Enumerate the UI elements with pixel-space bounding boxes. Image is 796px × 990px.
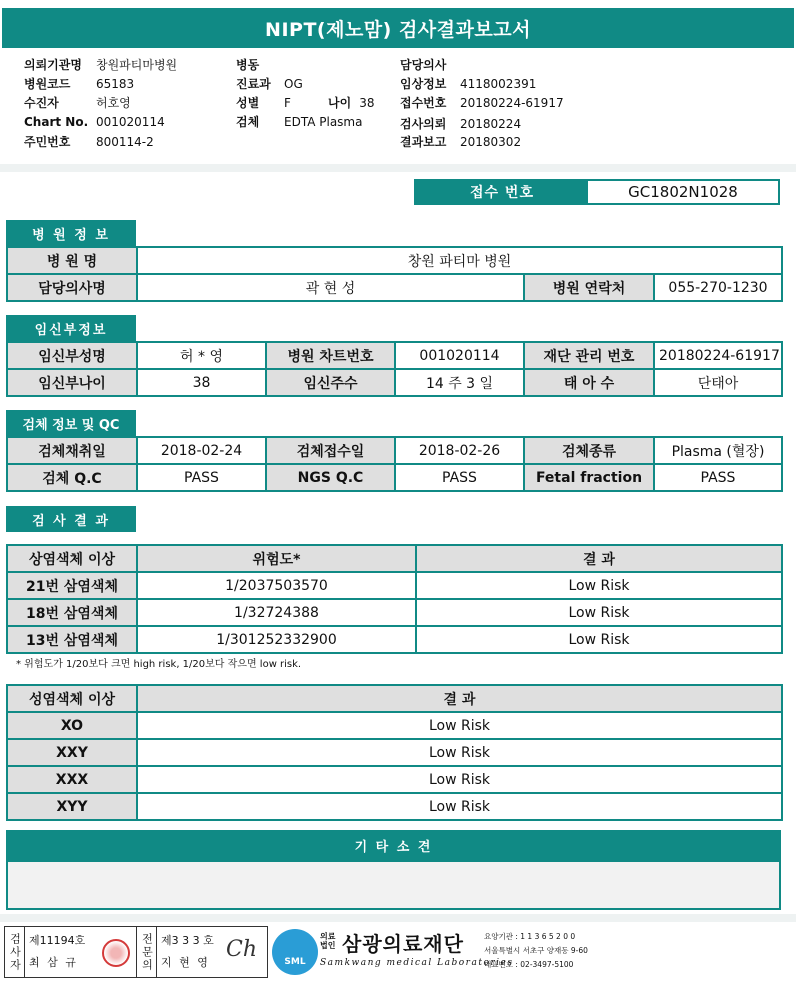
receive-value: 2018-02-26 [395,437,524,464]
table-row [7,766,782,793]
sex-row-name: XYY [7,793,137,820]
collect-value: 2018-02-24 [137,437,266,464]
specialist-license: 제3 3 3 호 [161,934,214,947]
fetus-label: 태 아 수 [524,369,654,396]
fetus-value: 단태아 [654,369,782,396]
hospital-table [6,246,783,302]
sex-row-name: XXX [7,766,137,793]
examiner-signer [25,927,137,977]
autosomal-row-risk: 1/301252332900 [137,626,416,653]
ngs-value: PASS [395,464,524,491]
ff-label: Fetal fraction [524,464,654,491]
accession-value: GC1802N1028 [628,183,738,201]
info-clinical: 임상정보 4118002391 [400,77,537,91]
logo-small-text: 의료 법인 [320,932,336,950]
specialist-name: 지 현 영 [161,956,210,969]
info-receipt-no: 접수번호 20180224-61917 [400,96,564,110]
weeks-label: 임신주수 [266,369,395,396]
contact-value: 055-270-1230 [654,274,782,301]
info-sex: 성별 F [236,96,291,110]
sml-logo-icon: SML [272,929,318,975]
patient-name-label: 임신부성명 [7,342,137,369]
specialist-label: 전문의 [137,927,157,977]
sex-header-name: 성염색체 이상 [7,685,137,712]
examiner-license: 제11194호 [29,934,86,947]
specimen-table [6,436,783,492]
lab-name-english: Samkwang medical Laboratories [320,958,514,968]
sex-row-result: Low Risk [137,766,782,793]
info-age: 나이 38 [328,96,375,110]
report-title: NIPT(제노맘) 검사결과보고서 [2,8,794,48]
sex-row-name: XXY [7,739,137,766]
autosomal-row-result: Low Risk [416,572,782,599]
section-specimen-qc: 검체 정보 및 QC [6,410,136,436]
info-doctor: 담당의사 [400,58,447,72]
patient-table [6,341,783,397]
divider [0,164,796,172]
sex-row-name: XO [7,712,137,739]
info-request-date: 검사의뢰 20180224 [400,117,522,131]
doctor-value: 곽 현 성 [137,274,524,301]
signature-box [4,926,268,978]
hospital-name-label: 병 원 명 [7,247,137,274]
table-row [7,712,782,739]
mgmt-value: 20180224-61917 [654,342,782,369]
remarks-header: 기 타 소 견 [6,830,781,860]
examiner-label: 검사자 [5,927,25,977]
section-patient-info: 임신부정보 [6,315,136,341]
autosomal-row-result: Low Risk [416,599,782,626]
divider [0,914,796,922]
table-row [7,793,782,820]
sex-row-result: Low Risk [137,712,782,739]
qc-value: PASS [137,464,266,491]
remarks-body [6,860,781,910]
accession-label: 접수 번호 [416,181,588,203]
age-label: 임신부나이 [7,369,137,396]
specialist-signer [157,927,267,977]
autosomal-header-name: 상염색체 이상 [7,545,137,572]
type-label: 검체종류 [524,437,654,464]
info-department: 진료과 OG [236,77,303,91]
age-value: 38 [137,369,266,396]
table-row [7,739,782,766]
type-value: Plasma (혈장) [654,437,782,464]
sex-chromosome-table [6,684,783,821]
section-hospital-info: 병 원 정 보 [6,220,136,246]
accession-box [414,179,780,205]
seal-stamp-icon [102,939,130,967]
qc-label: 검체 Q.C [7,464,137,491]
risk-footnote: * 위험도가 1/20보다 크면 high risk, 1/20보다 작으면 low risk. [16,659,302,670]
table-row [7,599,782,626]
hospital-name-value: 창원 파티마 병원 [137,247,782,274]
autosomal-row-name: 18번 삼염색체 [7,599,137,626]
info-chart-no: Chart No. 001020114 [24,115,165,129]
info-resident-no: 주민번호 800114-2 [24,135,154,149]
lab-name: 삼광의료재단 [342,932,464,956]
table-row [7,626,782,653]
patient-name-value: 허 * 영 [137,342,266,369]
sex-header-result: 결 과 [137,685,782,712]
autosomal-table [6,544,783,654]
receive-label: 검체접수일 [266,437,395,464]
info-specimen: 검체 EDTA Plasma [236,115,363,129]
signature-icon: Ch [225,937,257,962]
collect-label: 검체채취일 [7,437,137,464]
sex-row-result: Low Risk [137,739,782,766]
info-hospital-code: 병원코드 65183 [24,77,135,91]
table-row [7,572,782,599]
autosomal-header-risk: 위험도* [137,545,416,572]
chart-value: 001020114 [395,342,524,369]
info-ward: 병동 [236,58,260,72]
lab-logo [272,926,592,978]
lab-contact-info: 요양기관 : 1 1 3 6 5 2 0 0 서울특별시 서초구 양재동 9-60 대표번호 : 02-3497-5100 [484,932,588,969]
autosomal-row-name: 21번 삼염색체 [7,572,137,599]
doctor-label: 담당의사명 [7,274,137,301]
autosomal-row-risk: 1/2037503570 [137,572,416,599]
mgmt-label: 재단 관리 번호 [524,342,654,369]
info-hospital-name: 의뢰기관명 창원파티마병원 [24,58,178,72]
examiner-name: 최 삼 규 [29,956,78,969]
request-info [0,52,796,162]
autosomal-row-risk: 1/32724388 [137,599,416,626]
contact-label: 병원 연락처 [524,274,654,301]
autosomal-header-result: 결 과 [416,545,782,572]
section-results: 검 사 결 과 [6,506,136,532]
ff-value: PASS [654,464,782,491]
info-report-date: 결과보고 20180302 [400,135,522,149]
autosomal-row-result: Low Risk [416,626,782,653]
ngs-label: NGS Q.C [266,464,395,491]
weeks-value: 14 주 3 일 [395,369,524,396]
autosomal-row-name: 13번 삼염색체 [7,626,137,653]
sex-row-result: Low Risk [137,793,782,820]
chart-label: 병원 차트번호 [266,342,395,369]
info-patient-name: 수진자 허호영 [24,96,131,110]
